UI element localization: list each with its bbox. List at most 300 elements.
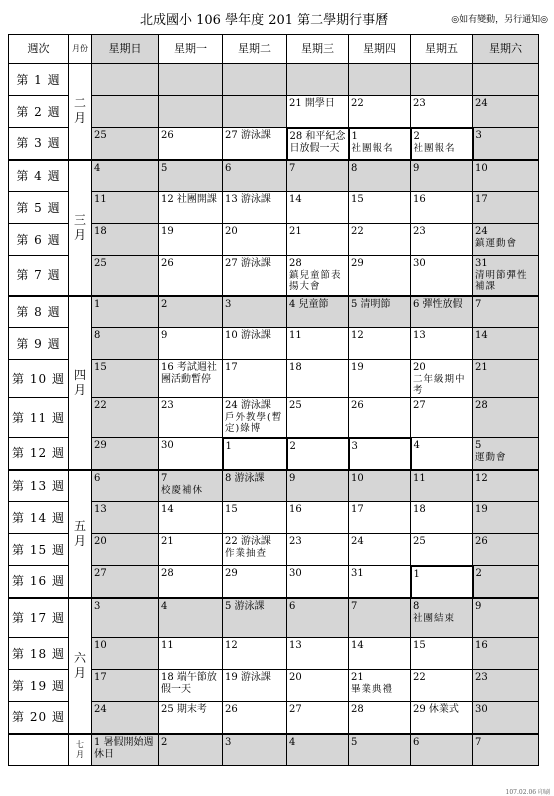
day-cell <box>223 328 287 360</box>
day-cell <box>349 360 411 398</box>
day-cell <box>159 702 223 734</box>
col-mon: 星期一 <box>159 35 223 64</box>
day-cell <box>411 128 473 160</box>
col-tue: 星期二 <box>223 35 287 64</box>
day-cell <box>159 566 223 598</box>
day-cell <box>287 566 349 598</box>
month-text: 七月 <box>76 739 84 759</box>
day-number: 17 <box>225 362 238 373</box>
day-number: 3 <box>225 736 232 748</box>
day-number: 27 游泳課 <box>225 258 271 269</box>
day-number: 30 <box>475 704 488 715</box>
day-number: 26 <box>351 400 364 411</box>
day-number: 16 <box>413 194 426 205</box>
week-label: 第 12 週 <box>9 438 69 470</box>
day-number: 5 <box>351 736 358 748</box>
day-number: 19 <box>351 362 364 373</box>
day-cell <box>287 128 349 160</box>
day-cell <box>92 502 159 534</box>
day-cell <box>223 670 287 702</box>
day-number: 16 考試週社團活動暫停 <box>161 362 217 385</box>
day-number: 11 <box>161 640 174 651</box>
day-cell <box>473 566 539 598</box>
day-number: 24 <box>351 536 364 547</box>
day-number: 1 <box>94 298 101 310</box>
day-cell <box>223 470 287 502</box>
day-cell <box>473 702 539 734</box>
day-number: 20 <box>413 362 426 373</box>
day-cell <box>223 534 287 566</box>
day-cell <box>287 96 349 128</box>
day-cell <box>349 702 411 734</box>
day-number: 6 <box>94 472 101 484</box>
day-cell <box>411 638 473 670</box>
week-label: 第 20 週 <box>9 702 69 734</box>
day-number: 11 <box>413 472 426 484</box>
day-cell <box>473 96 539 128</box>
day-number: 16 <box>475 640 488 651</box>
day-cell <box>411 470 473 502</box>
day-cell <box>159 438 223 470</box>
day-cell <box>287 256 349 296</box>
day-number: 13 游泳課 <box>225 194 271 205</box>
day-cell <box>159 64 223 96</box>
day-cell <box>473 598 539 638</box>
day-number: 2 <box>413 130 420 142</box>
day-number: 14 <box>475 330 488 341</box>
day-cell <box>92 702 159 734</box>
day-number: 7 <box>161 472 168 484</box>
day-cell <box>223 192 287 224</box>
day-number: 4 <box>413 440 420 451</box>
day-number: 19 <box>475 504 488 515</box>
day-cell <box>473 296 539 328</box>
day-number: 28 <box>475 400 488 411</box>
day-cell <box>349 598 411 638</box>
day-event: 戶外教學(暫定)綠博 <box>225 412 283 434</box>
day-number: 9 <box>475 600 482 612</box>
day-number: 25 <box>413 536 426 547</box>
print-date: 107.02.06 印刷 <box>505 789 550 796</box>
day-number: 6 <box>413 736 420 748</box>
day-cell <box>473 64 539 96</box>
day-number: 25 期末考 <box>161 704 207 715</box>
day-cell <box>92 598 159 638</box>
day-event: 社團報名 <box>413 142 456 154</box>
day-cell <box>223 702 287 734</box>
day-number: 23 <box>289 536 302 547</box>
day-number: 13 <box>289 640 302 651</box>
week-row <box>9 296 539 328</box>
day-cell <box>411 224 473 256</box>
day-number: 10 <box>351 472 364 484</box>
day-cell <box>411 160 473 192</box>
month-label <box>69 296 92 470</box>
day-cell <box>159 256 223 296</box>
day-cell <box>411 296 473 328</box>
week-label: 第 15 週 <box>9 534 69 566</box>
day-number: 22 <box>351 98 364 109</box>
day-number: 15 <box>94 362 107 373</box>
day-event: 運動會 <box>475 452 507 463</box>
day-cell <box>92 160 159 192</box>
school-calendar-table <box>8 34 539 766</box>
day-cell <box>159 224 223 256</box>
day-cell <box>473 192 539 224</box>
day-cell <box>223 64 287 96</box>
day-cell <box>223 438 287 470</box>
day-number: 4 <box>94 162 101 174</box>
day-cell <box>159 296 223 328</box>
day-cell <box>159 160 223 192</box>
day-cell <box>349 192 411 224</box>
day-number: 16 <box>289 504 302 515</box>
day-number: 6 <box>225 162 232 174</box>
month-label <box>69 598 92 734</box>
day-number: 2 <box>475 568 482 579</box>
day-cell <box>411 702 473 734</box>
day-number: 5 <box>475 440 482 451</box>
day-number: 4 <box>161 600 168 612</box>
day-number: 24 <box>475 98 488 109</box>
day-cell <box>411 360 473 398</box>
day-cell <box>223 96 287 128</box>
day-cell <box>287 470 349 502</box>
day-number: 25 <box>94 130 107 141</box>
day-cell <box>92 328 159 360</box>
day-number: 29 <box>94 440 107 451</box>
day-cell <box>349 398 411 438</box>
day-number: 21 開學日 <box>289 98 335 109</box>
day-cell <box>287 192 349 224</box>
day-number: 29 <box>351 258 364 269</box>
week-row <box>9 160 539 192</box>
day-number: 14 <box>289 194 302 205</box>
day-cell <box>411 96 473 128</box>
day-cell <box>159 96 223 128</box>
week-label: 第 16 週 <box>9 566 69 598</box>
day-cell <box>287 702 349 734</box>
week-label: 第 9 週 <box>9 328 69 360</box>
page-title: 北成國小 106 學年度 201 第二學期行事曆 <box>140 13 389 28</box>
day-cell <box>349 502 411 534</box>
change-notice: ◎如有變動，另行通知◎ <box>451 15 548 25</box>
day-event: 社團報名 <box>351 142 394 154</box>
col-wed: 星期三 <box>287 35 349 64</box>
day-cell <box>159 128 223 160</box>
col-thu: 星期四 <box>349 35 411 64</box>
day-cell <box>92 670 159 702</box>
day-cell <box>411 598 473 638</box>
day-cell <box>349 128 411 160</box>
day-cell <box>92 734 159 766</box>
day-number: 5 游泳課 <box>225 600 265 612</box>
month-text: 四月 <box>74 367 87 397</box>
day-number: 8 <box>351 162 358 174</box>
day-cell <box>92 224 159 256</box>
day-number: 31 <box>475 258 488 269</box>
week-label: 第 19 週 <box>9 670 69 702</box>
day-cell <box>473 398 539 438</box>
day-cell <box>473 224 539 256</box>
day-cell <box>159 502 223 534</box>
day-number: 31 <box>351 568 364 579</box>
day-event: 鎮兒童節表揚大會 <box>289 270 342 292</box>
day-cell <box>223 398 287 438</box>
day-number: 23 <box>475 672 488 683</box>
day-number: 30 <box>161 440 174 451</box>
day-number: 18 <box>289 362 302 373</box>
day-cell <box>92 128 159 160</box>
day-cell <box>223 638 287 670</box>
day-number: 4 兒童節 <box>289 298 329 310</box>
day-cell <box>349 296 411 328</box>
day-cell <box>92 398 159 438</box>
day-event: 鎮運動會 <box>475 238 518 249</box>
day-cell <box>473 502 539 534</box>
week-row <box>9 598 539 638</box>
day-cell <box>223 502 287 534</box>
col-week: 週次 <box>9 35 69 64</box>
day-cell <box>349 224 411 256</box>
day-cell <box>411 64 473 96</box>
day-number: 29 休業式 <box>413 704 459 715</box>
day-number: 19 游泳課 <box>225 672 271 683</box>
day-cell <box>92 534 159 566</box>
week-row <box>9 470 539 502</box>
day-number: 27 <box>289 704 302 715</box>
day-event: 校慶補休 <box>161 484 204 496</box>
day-number: 27 <box>413 400 426 411</box>
day-cell <box>349 470 411 502</box>
day-number: 2 <box>161 298 168 310</box>
day-cell <box>92 566 159 598</box>
day-number: 24 游泳課 <box>225 400 271 411</box>
week-label: 第 6 週 <box>9 224 69 256</box>
day-cell <box>287 438 349 470</box>
day-cell <box>411 502 473 534</box>
week-label: 第 7 週 <box>9 256 69 296</box>
day-cell <box>159 734 223 766</box>
day-number: 26 <box>161 258 174 269</box>
day-cell <box>287 534 349 566</box>
day-cell <box>223 160 287 192</box>
day-cell <box>473 438 539 470</box>
month-label <box>69 64 92 160</box>
day-cell <box>223 296 287 328</box>
week-label: 第 10 週 <box>9 360 69 398</box>
day-cell <box>92 438 159 470</box>
day-cell <box>473 256 539 296</box>
day-cell <box>159 638 223 670</box>
day-number: 8 <box>413 600 420 612</box>
day-cell <box>473 470 539 502</box>
day-number: 3 <box>94 600 101 612</box>
day-cell <box>411 192 473 224</box>
day-number: 15 <box>225 504 238 515</box>
month-text: 六月 <box>74 650 87 680</box>
day-cell <box>92 64 159 96</box>
day-cell <box>287 296 349 328</box>
day-number: 27 <box>94 568 107 579</box>
month-label <box>69 160 92 296</box>
day-number: 28 <box>351 704 364 715</box>
day-number: 18 <box>94 226 107 237</box>
week-label: 第 11 週 <box>9 398 69 438</box>
month-label <box>69 470 92 598</box>
day-number: 11 <box>289 330 302 341</box>
week-label: 第 17 週 <box>9 598 69 638</box>
day-cell <box>349 734 411 766</box>
week-label <box>9 734 69 766</box>
day-number: 8 <box>94 330 101 341</box>
day-number: 6 <box>289 600 296 612</box>
day-number: 30 <box>413 258 426 269</box>
day-number: 20 <box>225 226 238 237</box>
day-event: 作業抽查 <box>225 548 268 559</box>
day-cell <box>473 360 539 398</box>
day-number: 12 <box>351 330 364 341</box>
day-number: 21 <box>161 536 174 547</box>
day-number: 8 游泳課 <box>225 472 265 484</box>
day-cell <box>411 534 473 566</box>
day-number: 5 <box>161 162 168 174</box>
day-number: 12 <box>475 472 488 484</box>
day-number: 9 <box>413 162 420 174</box>
day-number: 4 <box>289 736 296 748</box>
day-cell <box>287 160 349 192</box>
day-number: 6 彈性放假 <box>413 298 463 310</box>
day-number: 24 <box>94 704 107 715</box>
day-number: 12 <box>225 640 238 651</box>
day-number: 18 端午節放假一天 <box>161 672 217 695</box>
day-cell <box>349 96 411 128</box>
day-number: 10 游泳課 <box>225 330 271 341</box>
day-cell <box>473 534 539 566</box>
day-cell <box>473 128 539 160</box>
day-cell <box>349 64 411 96</box>
day-number: 2 <box>289 440 296 452</box>
day-number: 10 <box>475 162 488 174</box>
day-number: 22 <box>351 226 364 237</box>
day-number: 17 <box>94 672 107 683</box>
week-label: 第 18 週 <box>9 638 69 670</box>
week-label: 第 4 週 <box>9 160 69 192</box>
day-cell <box>411 734 473 766</box>
week-row <box>9 64 539 96</box>
day-number: 23 <box>413 98 426 109</box>
day-cell <box>287 638 349 670</box>
day-number: 17 <box>475 194 488 205</box>
day-cell <box>287 598 349 638</box>
day-cell <box>159 598 223 638</box>
day-cell <box>411 566 473 598</box>
day-cell <box>349 638 411 670</box>
day-number: 15 <box>413 640 426 651</box>
day-cell <box>92 96 159 128</box>
month-text: 二月 <box>74 96 87 126</box>
day-cell <box>411 670 473 702</box>
day-number: 1 <box>413 568 420 580</box>
day-number: 26 <box>475 536 488 547</box>
day-cell <box>287 502 349 534</box>
day-number: 9 <box>161 330 168 341</box>
week-label: 第 2 週 <box>9 96 69 128</box>
day-number: 2 <box>161 736 168 748</box>
col-fri: 星期五 <box>411 35 473 64</box>
week-label: 第 14 週 <box>9 502 69 534</box>
day-cell <box>349 670 411 702</box>
day-cell <box>92 256 159 296</box>
day-number: 20 <box>289 672 302 683</box>
day-number: 13 <box>413 330 426 341</box>
day-cell <box>473 734 539 766</box>
week-label: 第 8 週 <box>9 296 69 328</box>
day-number: 21 <box>289 226 302 237</box>
day-cell <box>92 360 159 398</box>
day-event: 二年級期中考 <box>413 374 466 396</box>
month-label <box>69 734 92 766</box>
day-event: 社團結束 <box>413 612 456 624</box>
day-number: 25 <box>289 400 302 411</box>
week-row <box>9 734 539 766</box>
day-event: 畢業典禮 <box>351 684 394 695</box>
day-number: 20 <box>94 536 107 547</box>
week-label: 第 5 週 <box>9 192 69 224</box>
day-cell <box>287 224 349 256</box>
day-cell <box>223 598 287 638</box>
day-number: 27 游泳課 <box>225 130 271 141</box>
week-label: 第 13 週 <box>9 470 69 502</box>
day-number: 14 <box>351 640 364 651</box>
day-number: 7 <box>351 600 358 612</box>
day-cell <box>287 64 349 96</box>
day-number: 7 <box>475 736 482 748</box>
day-cell <box>473 160 539 192</box>
day-cell <box>159 360 223 398</box>
col-month: 月份 <box>69 35 92 64</box>
week-label: 第 1 週 <box>9 64 69 96</box>
day-number: 17 <box>351 504 364 515</box>
col-sun: 星期日 <box>92 35 159 64</box>
day-cell <box>92 638 159 670</box>
day-number: 23 <box>413 226 426 237</box>
day-cell <box>411 256 473 296</box>
day-number: 22 <box>413 672 426 683</box>
day-cell <box>223 128 287 160</box>
day-number: 12 社團開課 <box>161 194 217 205</box>
day-number: 9 <box>289 472 296 484</box>
day-number: 1 暑假開始週休日 <box>94 736 154 760</box>
day-number: 23 <box>161 400 174 411</box>
day-cell <box>349 566 411 598</box>
day-number: 21 <box>475 362 488 373</box>
day-number: 15 <box>351 194 364 205</box>
day-cell <box>223 566 287 598</box>
day-cell <box>473 328 539 360</box>
day-number: 24 <box>475 226 488 237</box>
day-cell <box>159 670 223 702</box>
day-number: 1 <box>225 440 232 452</box>
day-cell <box>349 534 411 566</box>
day-cell <box>411 398 473 438</box>
day-cell <box>223 360 287 398</box>
day-cell <box>223 256 287 296</box>
day-number: 22 <box>94 400 107 411</box>
day-number: 19 <box>161 226 174 237</box>
day-cell <box>473 638 539 670</box>
day-cell <box>159 192 223 224</box>
